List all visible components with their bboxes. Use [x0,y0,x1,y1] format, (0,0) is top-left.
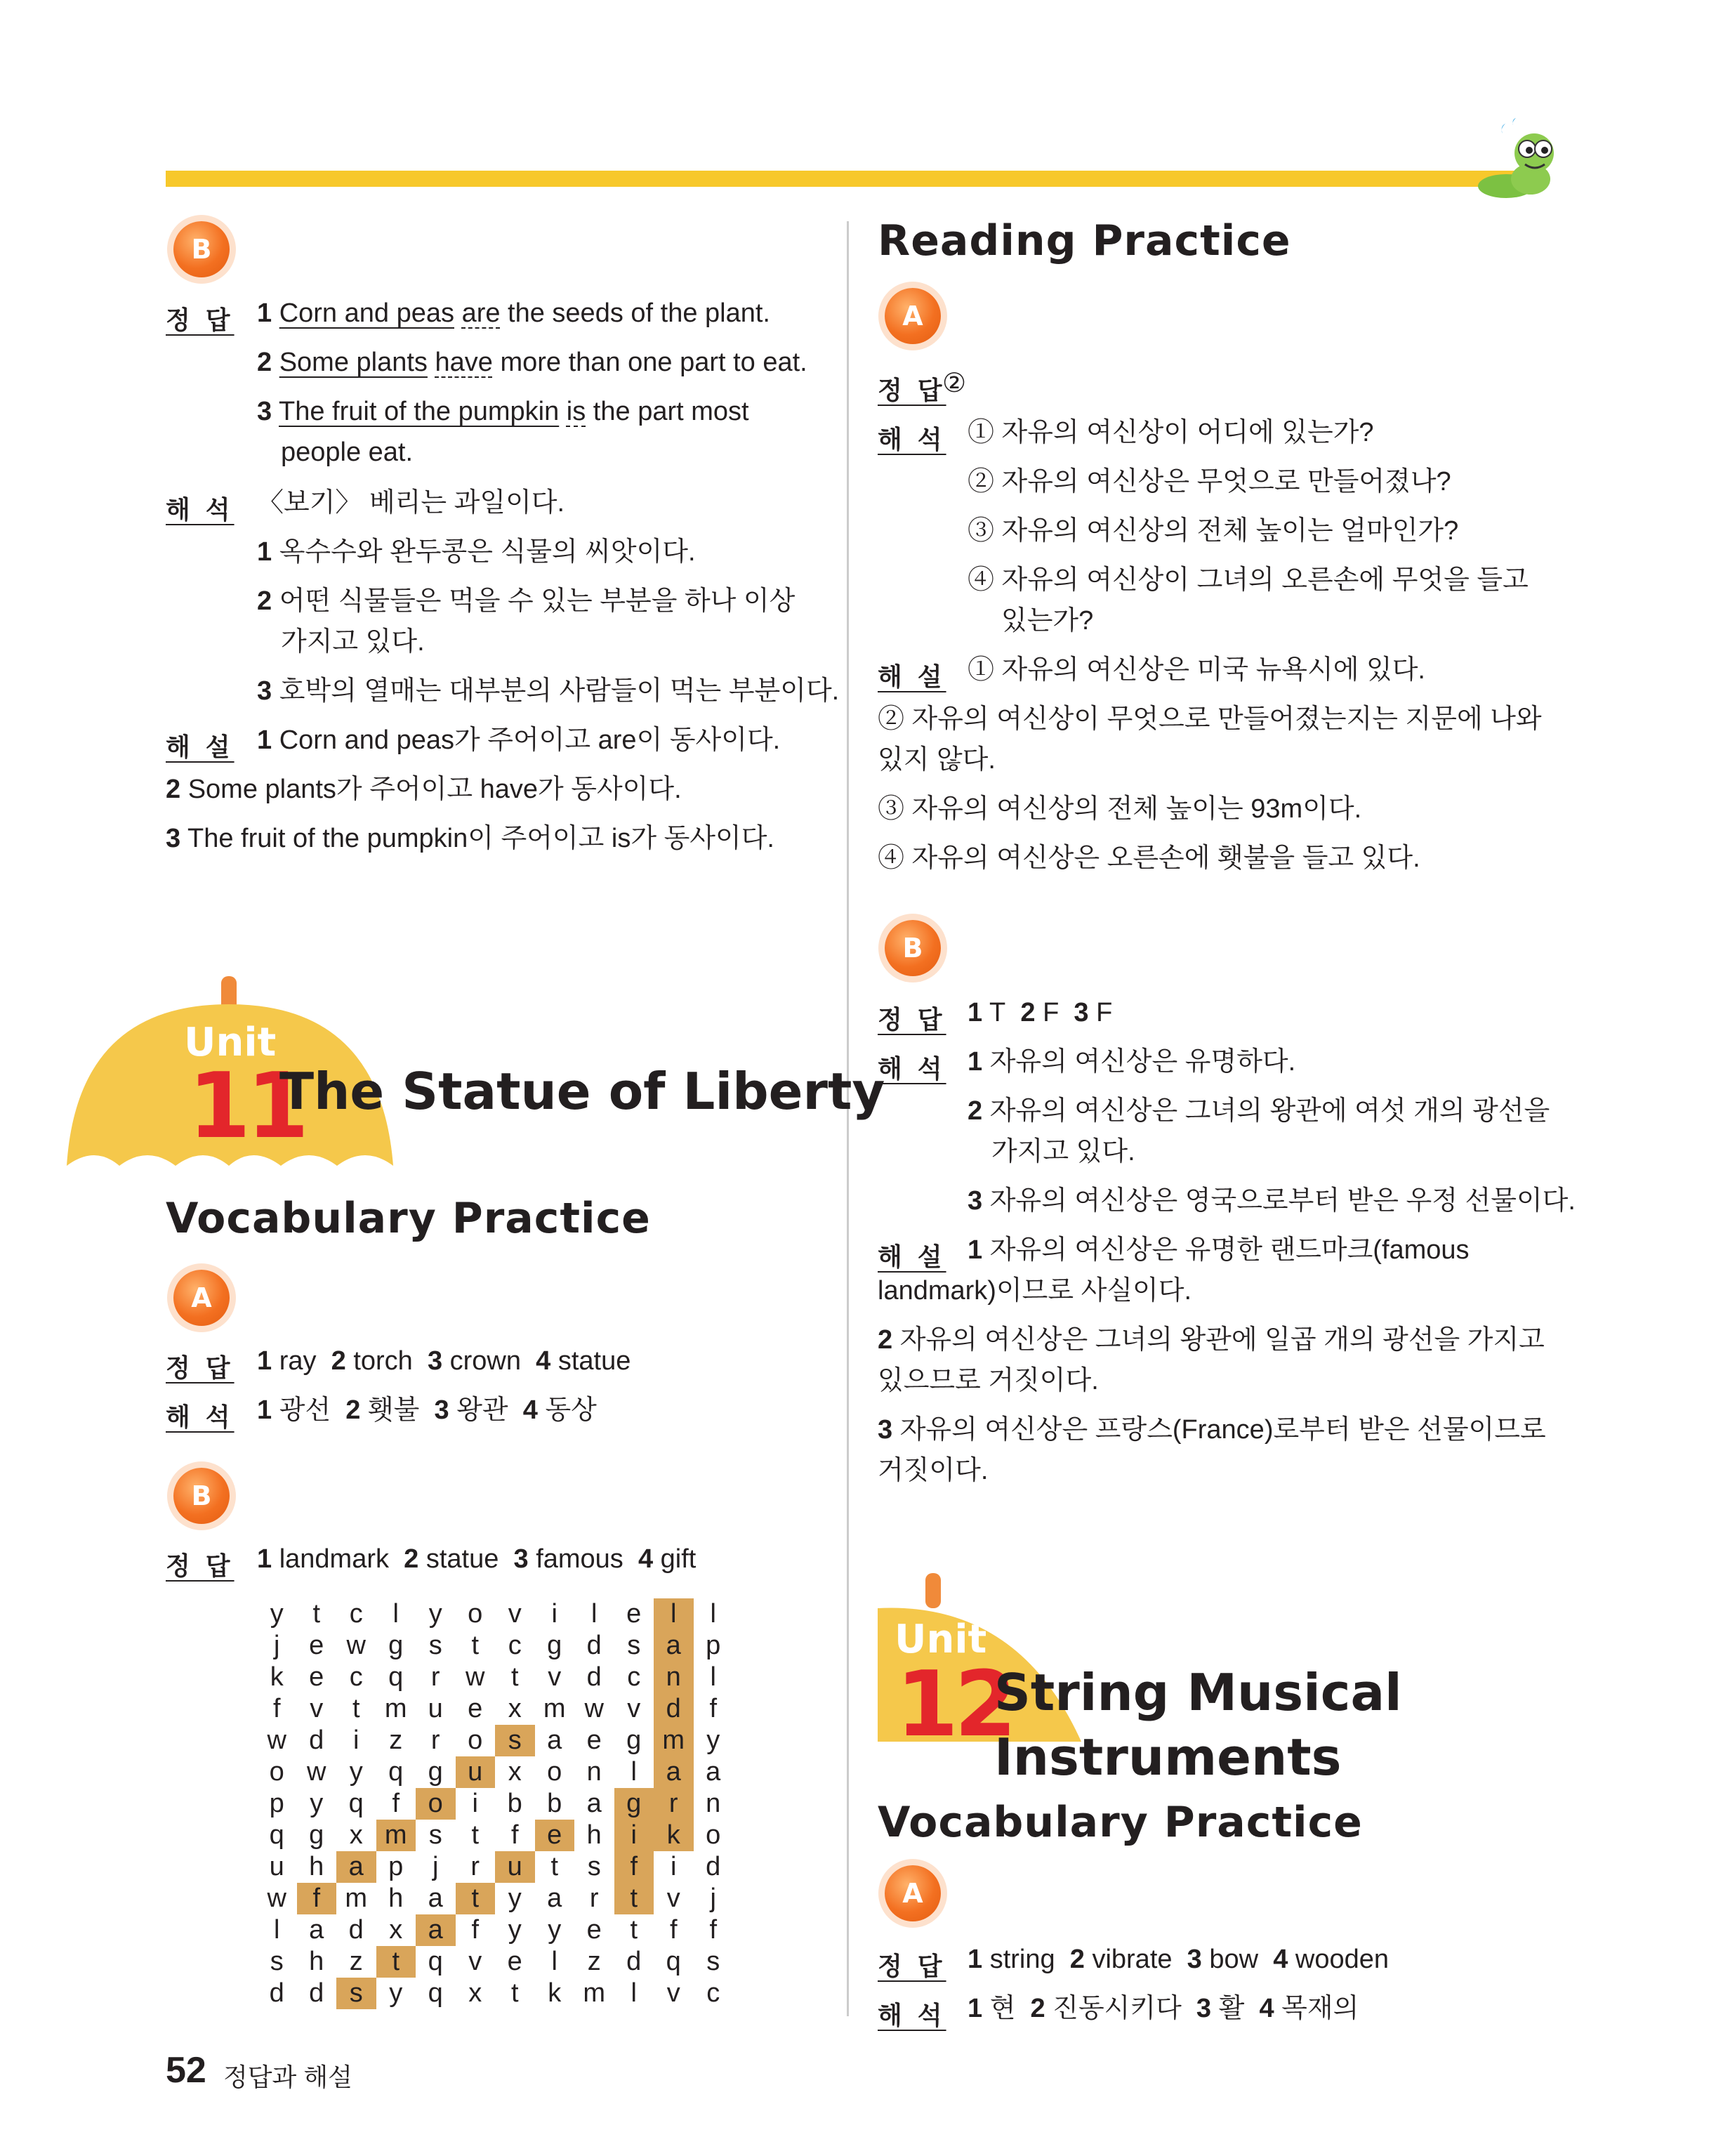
puzzle-cell: t [471,1820,480,1850]
translation-label: 해 석 [166,495,235,524]
puzzle-cell: i [671,1852,677,1881]
puzzle-cell: d [309,1726,324,1755]
puzzle-cell: r [430,1662,440,1692]
puzzle-cell: u [428,1694,443,1723]
reading-a-expl-2-cont: 있지 않다. [878,745,996,775]
puzzle-cell: h [309,1947,324,1976]
puzzle-cell: a [706,1757,721,1787]
puzzle-cell: w [346,1631,366,1660]
puzzle-cell: e [586,1915,602,1945]
puzzle-cell: t [510,1978,519,2008]
puzzle-cell: o [468,1599,483,1629]
reading-b-answers: 1 T 2 F 3 F [968,998,1113,1027]
puzzle-cell: e [535,1820,575,1851]
translation-line-1: 1 옥수수와 완두콩은 식물의 씨앗이다. [257,537,696,567]
puzzle-cell: a [654,1756,694,1788]
explanation-line-3: 3 The fruit of the pumpkin이 주어이고 is가 동사이다. [166,824,774,853]
puzzle-cell: y [349,1757,363,1787]
answer-line-1: 1 Corn and peas are the seeds of the plant. [257,298,770,328]
translation-label: 해 석 [166,1402,235,1431]
vocab-answers: 1 string 2 vibrate 3 bow 4 wooden [968,1945,1390,1974]
puzzle-cell: y [428,1599,442,1629]
puzzle-cell: v [627,1694,641,1723]
puzzle-cell: e [468,1694,483,1723]
puzzle-cell: j [710,1884,716,1913]
puzzle-cell: i [614,1820,654,1851]
explanation-label: 해 설 [878,1242,946,1271]
puzzle-cell: m [345,1884,368,1913]
puzzle-cell: s [587,1852,601,1881]
puzzle-cell: u [495,1851,535,1883]
puzzle-cell: f [669,1915,678,1945]
puzzle-cell: v [666,1884,680,1913]
section-b-badge: B [173,221,230,277]
puzzle-cell: q [428,1947,443,1976]
puzzle-cell: c [508,1631,522,1660]
translation-label: 해 석 [878,2001,946,2030]
reading-heading: Reading Practice [878,216,1291,265]
puzzle-cell: r [589,1884,599,1913]
footer-title: 정답과 해설 [223,2063,352,2091]
puzzle-cell: m [384,1694,407,1723]
puzzle-cell: f [272,1694,281,1723]
puzzle-cell: f [709,1915,718,1945]
explanation-label: 해 설 [166,732,235,761]
answer-label: 정 답 [166,1551,235,1580]
puzzle-cell: y [270,1599,284,1629]
puzzle-cell: c [349,1599,363,1629]
puzzle-cell: v [468,1947,482,1976]
unit-title: The Statue of Liberty [279,1062,885,1121]
reading-b-trans-2: 2 자유의 여신상은 그녀의 왕관에 여섯 개의 광선을 [968,1096,1550,1126]
puzzle-cell: w [307,1757,326,1787]
section-b-badge: B [173,1468,230,1524]
puzzle-cell: n [654,1662,694,1693]
puzzle-cell: o [468,1726,483,1755]
puzzle-cell: e [626,1599,642,1629]
puzzle-cell: g [428,1757,443,1787]
puzzle-cell: g [626,1726,642,1755]
reading-a-expl-2: ② 자유의 여신상이 무엇으로 만들어졌는지는 지문에 나와 [878,704,1542,734]
reading-a-expl-4: ④ 자유의 여신상은 오른손에 횃불을 들고 있다. [878,843,1420,873]
puzzle-cell: o [416,1788,456,1820]
puzzle-cell: q [388,1662,404,1692]
vocab-translations: 1 광선 2 횃불 3 왕관 4 동상 [257,1395,597,1425]
section-a-badge: A [173,1270,230,1326]
puzzle-cell: v [548,1662,562,1692]
answer-label: 정 답 [166,305,235,334]
puzzle-cell: o [269,1757,284,1787]
puzzle-cell: s [428,1820,442,1850]
puzzle-cell: s [495,1725,535,1756]
answer-label: 정 답 [166,1353,235,1382]
puzzle-cell: q [348,1789,364,1818]
puzzle-cell: p [388,1852,404,1881]
puzzle-cell: d [309,1978,324,2008]
puzzle-cell: e [586,1726,602,1755]
reading-b-trans-1: 1 자유의 여신상은 유명하다. [968,1047,1296,1077]
puzzle-cell: l [274,1915,280,1945]
puzzle-cell: s [336,1978,376,2009]
puzzle-row [257,1946,733,1978]
puzzle-cell: a [428,1884,443,1913]
puzzle-cell: l [710,1662,716,1692]
translation-line-2: 2 어떤 식물들은 먹을 수 있는 부분을 하나 이상 [257,586,796,616]
reading-b-expl-1-cont: landmark)이므로 사실이다. [878,1276,1192,1306]
reading-a-trans-3: ③ 자유의 여신상의 전체 높이는 얼마인가? [968,516,1459,546]
puzzle-cell: r [470,1852,480,1881]
puzzle-cell: d [626,1947,642,1976]
unit-label: Unit [895,1617,987,1662]
puzzle-cell: w [267,1884,286,1913]
puzzle-cell: p [269,1789,284,1818]
puzzle-cell: y [389,1978,403,2008]
puzzle-cell: a [654,1630,694,1662]
puzzle-cell: w [584,1694,604,1723]
explanation-label: 해 설 [878,662,946,691]
puzzle-cell: y [706,1726,720,1755]
puzzle-cell: d [348,1915,364,1945]
puzzle-cell: d [706,1852,721,1881]
puzzle-cell: u [269,1852,284,1881]
puzzle-cell: s [706,1947,720,1976]
explanation-line-1: 1 Corn and peas가 주어이고 are이 동사이다. [257,725,781,755]
vocabulary-heading: Vocabulary Practice [878,1798,1363,1847]
puzzle-cell: s [627,1631,641,1660]
puzzle-cell: x [349,1820,363,1850]
puzzle-cell: i [353,1726,359,1755]
puzzle-cell: l [710,1599,716,1629]
puzzle-cell: v [666,1978,680,2008]
puzzle-cell: q [388,1757,404,1787]
puzzle-cell: w [466,1662,485,1692]
unit-number: 12 [896,1652,1013,1757]
puzzle-cell: v [508,1599,522,1629]
puzzle-cell: f [709,1694,718,1723]
page-number: 52 [166,2050,206,2091]
translation-intro: 〈보기〉 베리는 과일이다. [257,488,565,518]
puzzle-cell: j [274,1631,280,1660]
puzzle-cell: m [654,1725,694,1756]
answer-label: 정 답 [878,1005,946,1034]
puzzle-cell: t [376,1946,416,1978]
puzzle-cell: u [456,1756,496,1788]
puzzle-cell: a [586,1789,602,1818]
puzzle-cell: e [507,1947,522,1976]
puzzle-cell: f [392,1789,400,1818]
puzzle-cell: h [309,1852,324,1881]
unit-number: 11 [188,1054,305,1159]
puzzle-cell: t [614,1883,654,1914]
answer-label: 정 답 [878,1952,946,1980]
puzzle-cell: l [551,1947,557,1976]
answer-line-3-cont: people eat. [281,438,414,467]
reading-b-expl-2-cont: 있으므로 거짓이다. [878,1366,1099,1395]
puzzle-cell: m [376,1820,416,1851]
puzzle-row [257,1662,733,1693]
section-a-badge: A [885,288,941,344]
unit-title-line-1: String Musical [994,1663,1402,1722]
explanation-line-2: 2 Some plants가 주어이고 have가 동사이다. [166,775,682,804]
puzzle-cell: n [706,1789,721,1818]
puzzle-cell: d [586,1662,602,1692]
worm-mascot-icon [1474,112,1566,204]
puzzle-cell: q [269,1820,284,1850]
puzzle-cell: a [336,1851,376,1883]
puzzle-cell: z [587,1947,601,1976]
puzzle-cell: e [309,1662,324,1692]
puzzle-cell: m [543,1694,566,1723]
puzzle-cell: k [270,1662,284,1692]
word-search-puzzle [257,1598,733,2009]
puzzle-row [257,1630,733,1662]
translation-label: 해 석 [878,425,946,454]
puzzle-cell: q [428,1978,443,2008]
puzzle-cell: l [591,1599,598,1629]
puzzle-cell: z [389,1726,403,1755]
translation-label: 해 석 [878,1054,946,1083]
top-accent-bar [166,171,1547,187]
puzzle-cell: t [630,1915,638,1945]
puzzle-cell: l [631,1757,637,1787]
translation-line-3: 3 호박의 열매는 대부분의 사람들이 먹는 부분이다. [257,676,840,706]
puzzle-cell: x [389,1915,403,1945]
puzzle-cell: x [468,1978,482,2008]
puzzle-cell: s [428,1631,442,1660]
reading-b-expl-1: 1 자유의 여신상은 유명한 랜드마크(famous [968,1235,1470,1265]
reading-a-expl-1: ① 자유의 여신상은 미국 뉴욕시에 있다. [968,655,1425,685]
reading-b-trans-3: 3 자유의 여신상은 영국으로부터 받은 우정 선물이다. [968,1186,1576,1216]
puzzle-cell: o [706,1820,721,1850]
puzzle-cell: f [471,1915,480,1945]
puzzle-cell: a [309,1915,324,1945]
puzzle-cell: e [309,1631,324,1660]
section-b-badge: B [885,920,941,976]
puzzle-cell: y [548,1915,562,1945]
puzzle-cell: d [654,1693,694,1725]
puzzle-cell: a [547,1884,562,1913]
reading-a-trans-4-cont: 있는가? [1001,606,1094,636]
puzzle-cell: h [388,1884,404,1913]
reading-b-expl-2: 2 자유의 여신상은 그녀의 왕관에 일곱 개의 광선을 가지고 [878,1325,1545,1355]
puzzle-cell: y [508,1884,522,1913]
puzzle-cell: t [471,1631,480,1660]
puzzle-cell: b [547,1789,562,1818]
unit-title-line-2: Instruments [994,1728,1342,1787]
puzzle-cell: p [706,1631,721,1660]
puzzle-cell: r [654,1788,694,1820]
puzzle-row [257,1598,733,1630]
reading-a-trans-1: ① 자유의 여신상이 어디에 있는가? [968,418,1374,447]
unit-label: Unit [184,1020,277,1065]
answer-line-3: 3 The fruit of the pumpkin is the part most [257,397,749,426]
puzzle-cell: g [309,1820,324,1850]
reading-b-expl-3-cont: 거짓이다. [878,1456,989,1485]
puzzle-row [257,1914,733,1946]
puzzle-row [257,1725,733,1756]
puzzle-row [257,1756,733,1788]
puzzle-cell: g [388,1631,404,1660]
puzzle-cell: x [508,1757,522,1787]
reading-a-trans-2: ② 자유의 여신상은 무엇으로 만들어졌나? [968,467,1451,497]
puzzle-cell: i [551,1599,557,1629]
vocab-b-answers: 1 landmark 2 statue 3 famous 4 gift [257,1544,697,1574]
puzzle-cell: s [270,1947,284,1976]
puzzle-row [257,1978,733,2009]
puzzle-cell: k [548,1978,562,2008]
puzzle-row [257,1693,733,1725]
reading-a-answer: ② [942,369,967,398]
puzzle-row [257,1788,733,1820]
vocab-translations: 1 현 2 진동시키다 3 활 4 목재의 [968,1994,1359,2023]
puzzle-cell: t [510,1662,519,1692]
puzzle-cell: t [312,1599,321,1629]
puzzle-cell: x [508,1694,522,1723]
puzzle-cell: m [583,1978,606,2008]
puzzle-cell: i [472,1789,478,1818]
puzzle-cell: l [631,1978,637,2008]
puzzle-row [257,1851,733,1883]
puzzle-cell: c [349,1662,363,1692]
puzzle-cell: f [297,1883,337,1914]
puzzle-cell: c [706,1978,720,2008]
puzzle-cell: b [507,1789,522,1818]
puzzle-cell: o [547,1757,562,1787]
puzzle-cell: t [550,1852,559,1881]
puzzle-cell: g [614,1788,654,1820]
puzzle-cell: z [349,1947,363,1976]
puzzle-cell: f [510,1820,519,1850]
puzzle-cell: j [433,1852,439,1881]
puzzle-cell: c [627,1662,641,1692]
puzzle-cell: q [666,1947,681,1976]
reading-a-trans-4: ④ 자유의 여신상이 그녀의 오른손에 무엇을 들고 [968,565,1529,595]
answer-line-2: 2 Some plants have more than one part to eat. [257,348,807,377]
puzzle-cell: k [654,1820,694,1851]
puzzle-cell: w [267,1726,286,1755]
puzzle-cell: f [614,1851,654,1883]
puzzle-cell: y [508,1915,522,1945]
vocab-answers: 1 ray 2 torch 3 crown 4 statue [257,1346,631,1376]
puzzle-cell: g [547,1631,562,1660]
section-a-badge: A [885,1865,941,1921]
puzzle-cell: h [586,1820,602,1850]
puzzle-cell: y [310,1789,324,1818]
puzzle-cell: r [430,1726,440,1755]
puzzle-cell: l [654,1598,694,1630]
puzzle-cell: d [586,1631,602,1660]
answer-label: 정 답 [878,376,946,405]
reading-a-expl-3: ③ 자유의 여신상의 전체 높이는 93m이다. [878,794,1362,824]
puzzle-cell: t [352,1694,360,1723]
puzzle-cell: t [456,1883,496,1914]
reading-b-expl-3: 3 자유의 여신상은 프랑스(France)로부터 받은 선물이므로 [878,1415,1546,1445]
reading-b-trans-2-cont: 가지고 있다. [991,1137,1135,1166]
vocabulary-heading: Vocabulary Practice [166,1194,651,1243]
puzzle-row [257,1820,733,1851]
puzzle-cell: d [269,1978,284,2008]
puzzle-row [257,1883,733,1914]
puzzle-cell: v [310,1694,324,1723]
puzzle-cell: a [547,1726,562,1755]
puzzle-cell: n [586,1757,602,1787]
translation-line-2-cont: 가지고 있다. [281,627,425,657]
puzzle-cell: a [416,1914,456,1946]
puzzle-cell: l [392,1599,399,1629]
